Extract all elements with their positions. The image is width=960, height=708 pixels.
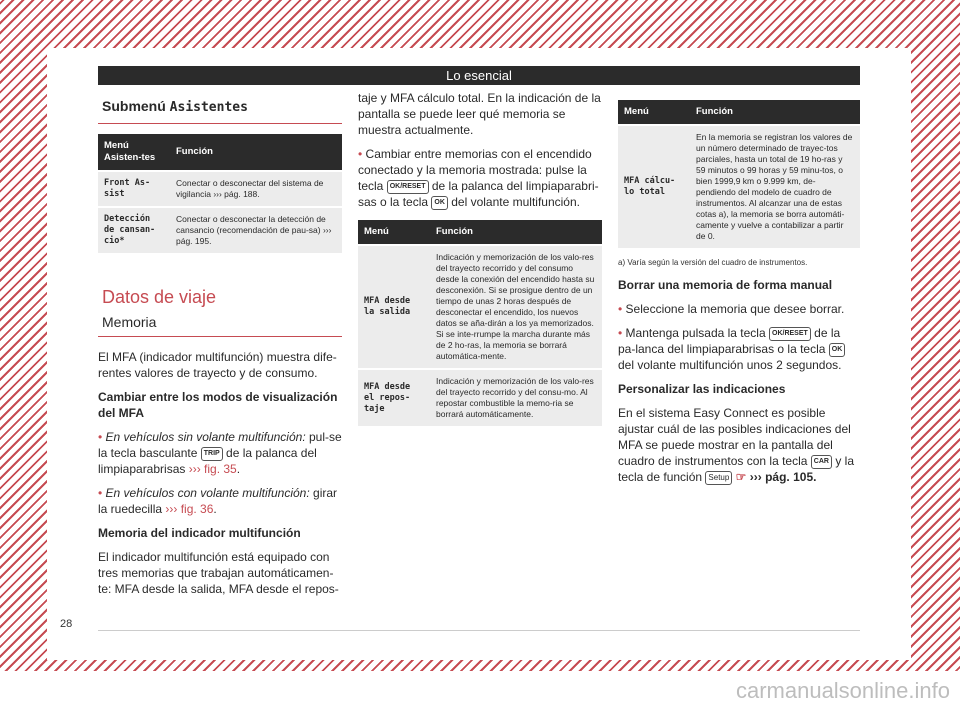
intro-paragraph: El MFA (indicador multifunción) muestra dife-rentes valores de trayecto y de consumo. — [98, 350, 337, 380]
table-head-menu: Menú — [618, 100, 690, 125]
table-cell-key: MFA desde la salida — [358, 245, 430, 369]
mfa-total-table — [618, 100, 860, 248]
ok-key-icon: OK — [431, 196, 448, 210]
figure-link[interactable]: ››› fig. 35 — [188, 462, 237, 476]
bullet-text: de la palanca del limpiaparabri-sas o la tecla — [358, 179, 599, 209]
heading-personalizar: Personalizar las indicaciones — [618, 382, 786, 396]
table-cell-key: Detección de cansan-cio* — [98, 207, 170, 253]
mfa-table — [358, 220, 602, 426]
page-link[interactable]: ››› pág. 105. — [749, 470, 817, 484]
table-cell-key: Front As-sist — [98, 171, 170, 207]
bullet-icon: • — [618, 326, 623, 340]
table-row — [358, 245, 602, 369]
bullet-italic: En vehículos con volante multifunción: — [105, 486, 310, 500]
table-cell-text: Conectar o desconectar del sistema de vigilancia ››› pág. 188. — [170, 171, 342, 207]
bullet-text: Seleccione la memoria que desee borrar. — [625, 302, 845, 316]
table-head-function: Función — [690, 100, 860, 125]
bullet-text: Cambiar entre memorias con el encendido conectado y la memoria mostrada: pulse la tecla — [358, 147, 592, 193]
heading-memoria: Memoria del indicador multifunción — [98, 526, 301, 540]
personalizar-paragraph — [618, 405, 860, 485]
bullet-text: del volante multifunción unos 2 segundos. — [618, 358, 842, 372]
bullet-icon: • — [358, 147, 363, 161]
table-head-function: Función — [430, 220, 602, 245]
footnote: a) Varía según la versión del cuadro de instrumentos. — [618, 258, 808, 267]
column-left — [98, 90, 342, 605]
ok-reset-key-icon: OK/RESET — [769, 327, 811, 341]
section-title: Datos de viaje — [102, 287, 217, 307]
page-header: Lo esencial — [98, 66, 860, 85]
paragraph-text: En el sistema Easy Connect es posible ajustar cuál de las posibles indicaciones del MFA se puede mostrar en la pantalla del cuadro de instrumentos con la tecla — [618, 406, 851, 468]
heading-rule — [98, 123, 342, 124]
submenu-label: Submenú — [102, 98, 166, 114]
table-head-function: Función — [170, 134, 342, 171]
bullet-icon: • — [618, 302, 623, 316]
bullet-italic: En vehículos sin volante multifunción: — [105, 430, 306, 444]
bullet-text: del volante multifunción. — [451, 195, 580, 209]
bullet-text: de la palanca del limpiaparabrisas — [98, 446, 317, 476]
bullet-item — [618, 325, 860, 373]
table-header-row — [358, 220, 602, 245]
car-key-icon: CAR — [811, 455, 832, 469]
table-row — [618, 125, 860, 248]
bullet-icon: • — [98, 430, 103, 444]
table-cell-text: En la memoria se registran los valores de un número determinado de trayec-tos parciales, hasta un total de 19 ho-ras y 59 minutos o 99 horas y 59 minu-tos, o bien 1999,9 km o 9.999 km, de-pendiendo del modelo de cuadro de instrumentos. Al alcanzar una de estas cotas a), la memoria se borra automáti-camente y vuelve a contabilizar a partir de 0. — [690, 125, 860, 248]
table-row — [98, 171, 342, 207]
ok-key-icon: OK — [829, 343, 846, 357]
setup-key-icon: Setup — [705, 471, 732, 485]
bullet-text: Mantenga pulsada la tecla — [625, 326, 766, 340]
heading-borrar: Borrar una memoria de forma manual — [618, 278, 833, 292]
table-row — [98, 207, 342, 253]
bullet-text: de la pa-lanca del limpiaparabrisas o la tecla — [618, 326, 841, 356]
trip-key-icon: TRIP — [201, 447, 223, 461]
bullet-item — [618, 301, 860, 317]
table-header-row — [618, 100, 860, 125]
table-cell-text: Indicación y memorización de los valo-res del trayecto recorrido y del consu-mo. Al repostar combustible la memo-ria se borrará automáticamente. — [430, 369, 602, 426]
table-head-menu: Menú — [358, 220, 430, 245]
bullet-item: • En vehículos sin volante multifunción: pul-se la tecla basculante TRIP de la palanca del limpiaparabrisas ››› fig. 35. — [98, 430, 342, 476]
section-rule — [98, 336, 342, 337]
paragraph-text: y la tecla de función — [618, 454, 854, 484]
table-cell-text: Conectar o desconectar la detección de cansancio (recomendación de pau-sa) ››› pág. 195. — [170, 207, 342, 253]
table-header-row — [98, 134, 342, 171]
table-head-menu: Menú Asisten-tes — [98, 134, 170, 171]
submenu-heading — [102, 98, 342, 115]
bullet-text: girar la ruedecilla — [98, 486, 338, 516]
asistentes-table — [98, 134, 342, 253]
ok-reset-key-icon: OK/RESET — [387, 180, 429, 194]
heading-cambiar: Cambiar entre los modos de visualización del MFA — [98, 390, 338, 420]
watermark: carmanualsonline.info — [735, 678, 950, 703]
section-subtitle: Memoria — [102, 314, 157, 330]
bullet-item: • En vehículos con volante multifunción: girar la ruedecilla ››› fig. 36. — [98, 486, 338, 516]
bullet-text: pul-se la tecla basculante — [98, 430, 342, 460]
memoria-paragraph: El indicador multifunción está equipado con tres memorias que trabajan automáticamen-te: MFA desde la salida, MFA desde el repos- — [98, 550, 339, 596]
table-cell-key: MFA cálcu-lo total — [618, 125, 690, 248]
touch-icon: ☞ — [735, 470, 747, 484]
table-cell-key: MFA desde el repos-taje — [358, 369, 430, 426]
bottom-rule — [98, 630, 860, 631]
column-middle — [358, 90, 602, 426]
bullet-item — [358, 146, 602, 210]
table-cell-text: Indicación y memorización de los valo-res del trayecto recorrido y del consumo desde la conexión del encendido hasta su desconexión. Si se prosigue dentro de un tiempo de unas 2 horas después de desconectar el encendido, los nuevos datos se aña-dirán a los ya memorizados. Si se inte-rrumpe la marcha durante más de 2 ho-ras, la memoria se borrará automática-mente. — [430, 245, 602, 369]
figure-link[interactable]: ››› fig. 36 — [165, 502, 214, 516]
page-number: 28 — [60, 618, 73, 630]
submenu-mono: Asistentes — [169, 100, 248, 115]
table-row — [358, 369, 602, 426]
bullet-icon: • — [98, 486, 103, 500]
column-right — [618, 100, 860, 493]
continued-paragraph: taje y MFA cálculo total. En la indicación de la pantalla se puede leer qué memoria se muestra actualmente. — [358, 91, 601, 137]
